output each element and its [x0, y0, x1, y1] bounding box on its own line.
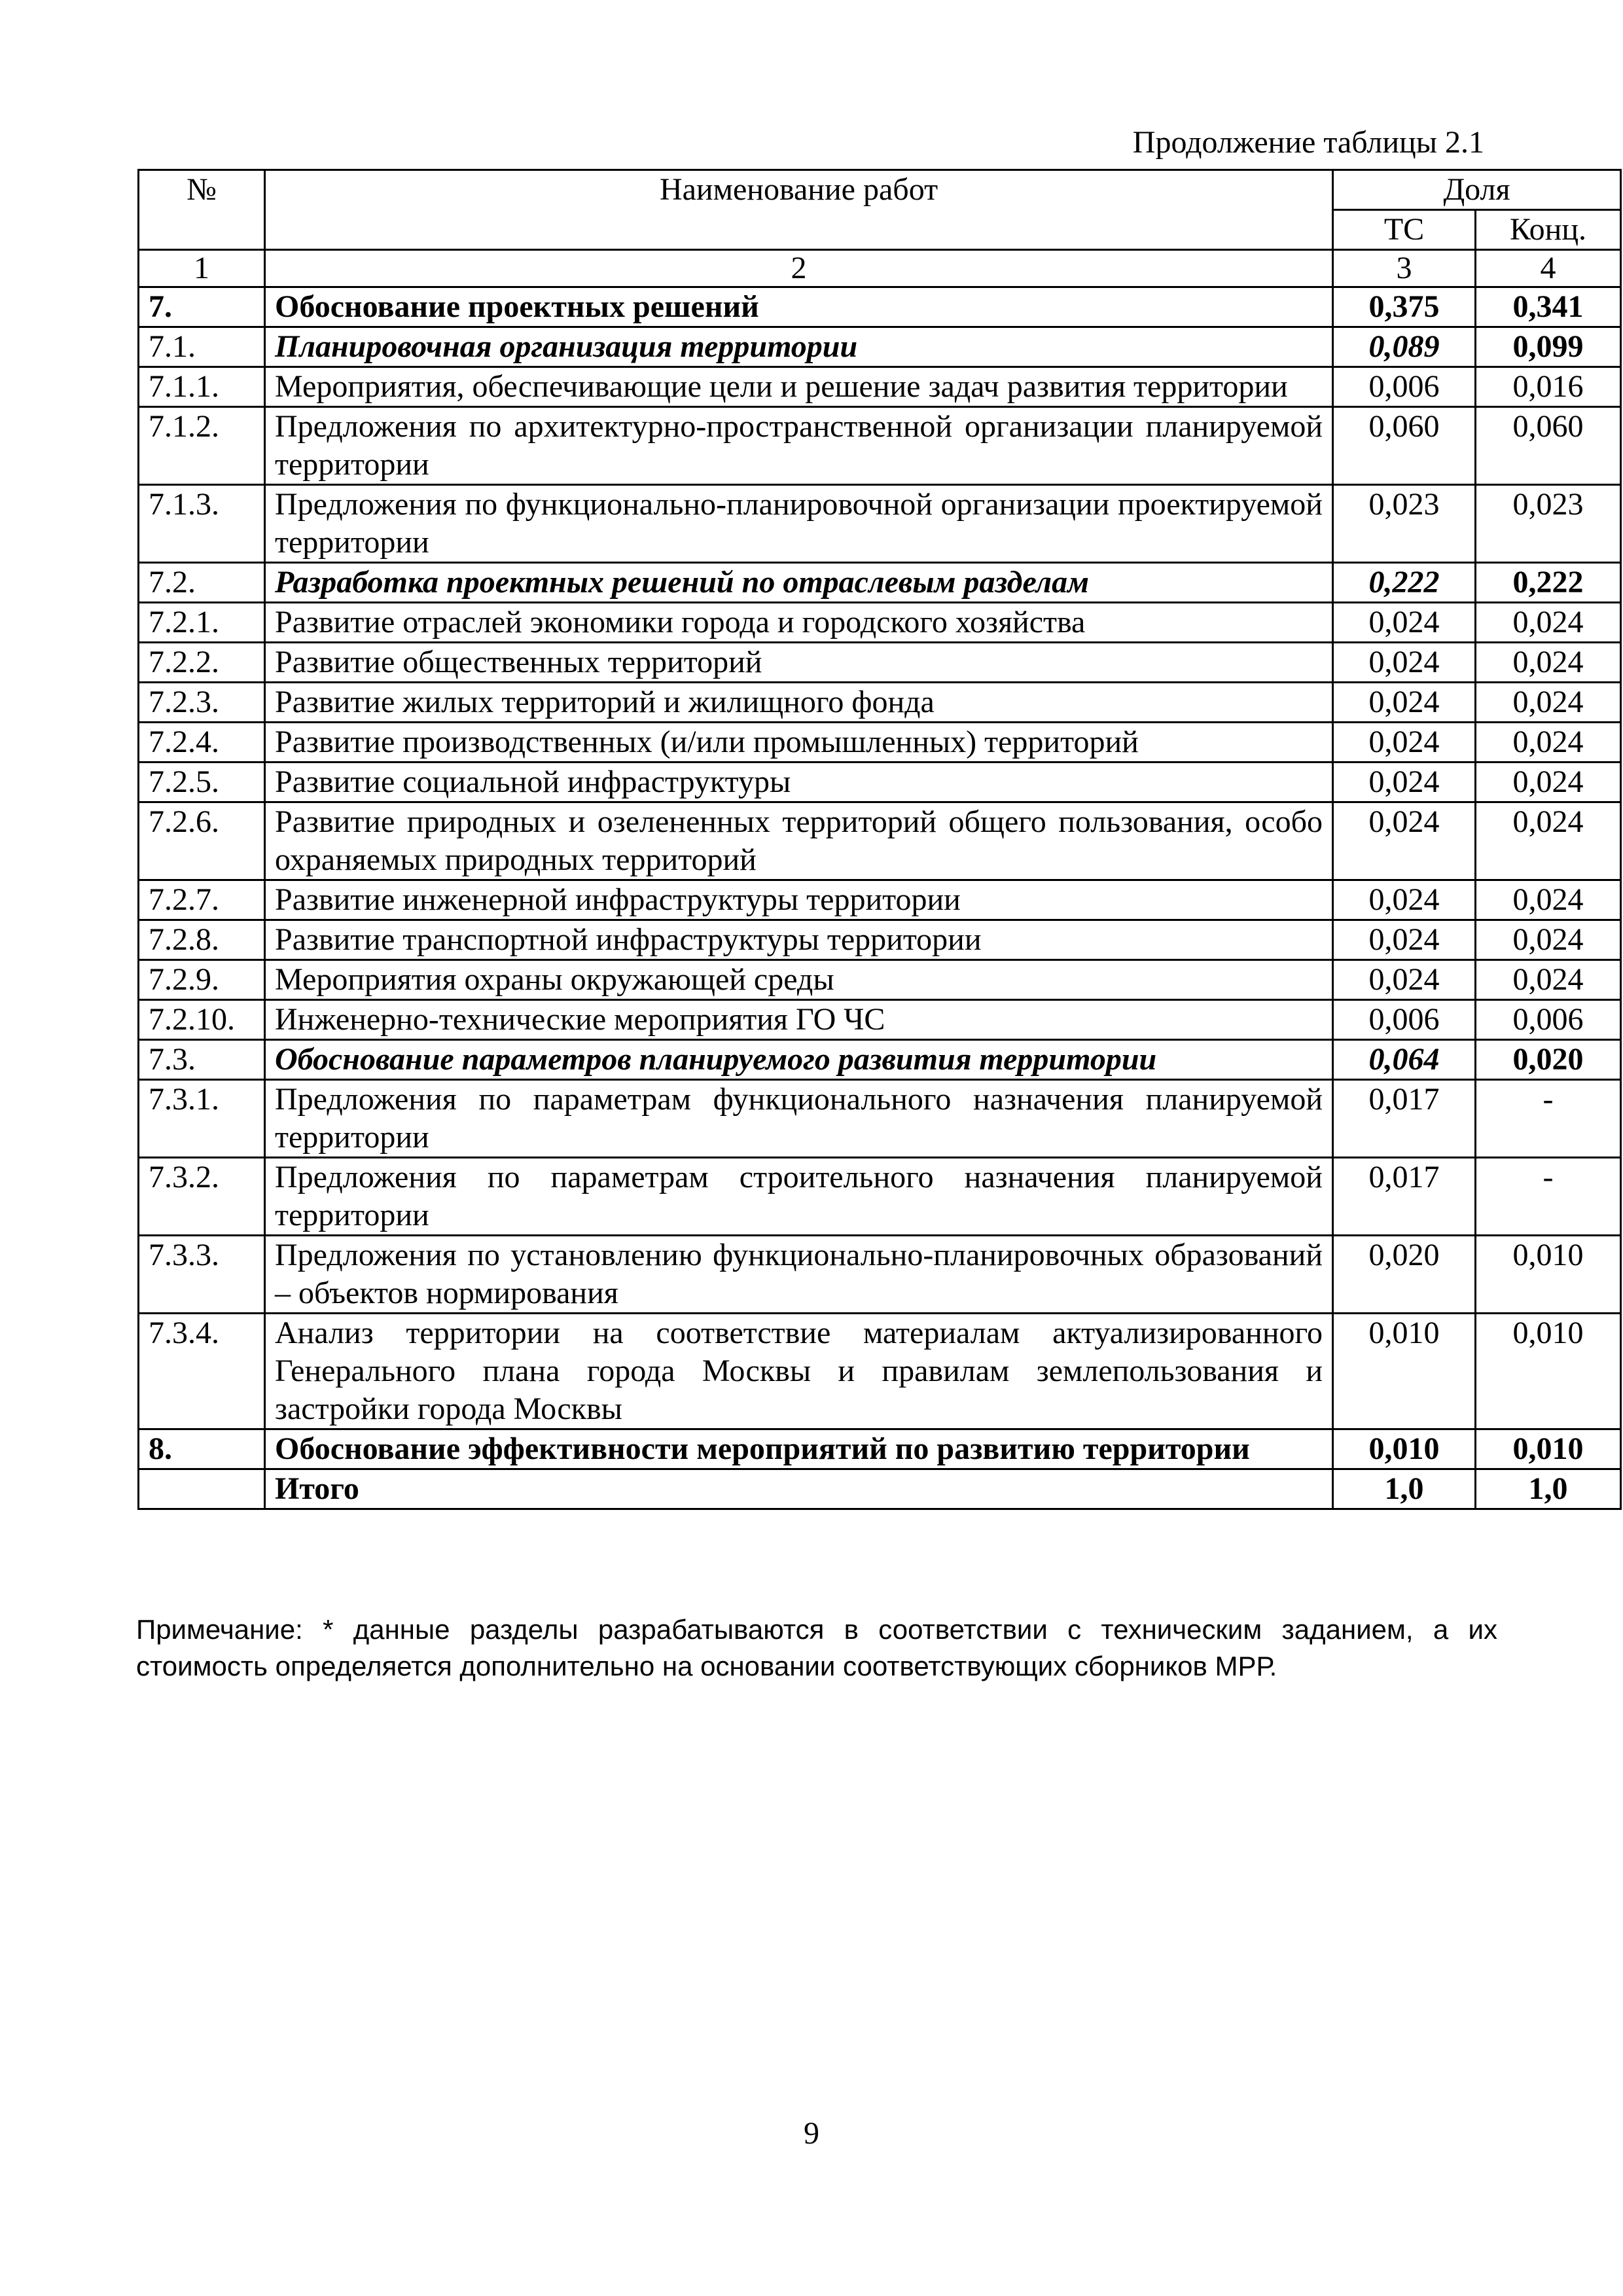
row-konc-cell: 0,222: [1476, 563, 1621, 603]
row-number-cell: [139, 1469, 265, 1509]
row-name-cell: Развитие природных и озелененных территорий общего пользования, особо охраняемых природных территорий: [265, 802, 1333, 880]
row-number-cell: 7.2.7.: [139, 880, 265, 920]
row-name-cell: Предложения по параметрам строительного назначения планируемой территории: [265, 1158, 1333, 1236]
row-ts-cell: 0,010: [1333, 1429, 1476, 1469]
row-number-cell: 7.2.: [139, 563, 265, 603]
row-ts-cell: 1,0: [1333, 1469, 1476, 1509]
column-number-2: 2: [265, 250, 1333, 287]
row-konc-cell: 0,010: [1476, 1236, 1621, 1314]
table-caption: Продолжение таблицы 2.1: [1132, 125, 1484, 160]
table-row: [139, 960, 1621, 1000]
row-ts-cell: 0,024: [1333, 762, 1476, 802]
row-number-cell: 7.2.6.: [139, 802, 265, 880]
row-number-cell: 7.1.: [139, 327, 265, 367]
table-row: [139, 880, 1621, 920]
row-name-cell: Итого: [265, 1469, 1333, 1509]
row-konc-cell: 0,341: [1476, 287, 1621, 327]
row-number-cell: 7.3.3.: [139, 1236, 265, 1314]
row-konc-cell: 0,024: [1476, 723, 1621, 762]
row-konc-cell: 1,0: [1476, 1469, 1621, 1509]
row-konc-cell: 0,010: [1476, 1314, 1621, 1429]
column-number-3: 3: [1333, 250, 1476, 287]
row-konc-cell: 0,016: [1476, 367, 1621, 407]
table-row: [139, 1040, 1621, 1080]
header-share: Доля: [1333, 170, 1621, 210]
table-row: [139, 1429, 1621, 1469]
row-number-cell: 7.2.3.: [139, 683, 265, 723]
table-row: [139, 643, 1621, 683]
row-name-cell: Развитие отраслей экономики города и городского хозяйства: [265, 603, 1333, 643]
row-ts-cell: 0,024: [1333, 683, 1476, 723]
row-ts-cell: 0,024: [1333, 603, 1476, 643]
header-row-1: [139, 170, 1621, 210]
row-ts-cell: 0,006: [1333, 367, 1476, 407]
row-name-cell: Мероприятия охраны окружающей среды: [265, 960, 1333, 1000]
row-konc-cell: -: [1476, 1158, 1621, 1236]
header-no: №: [139, 170, 265, 250]
row-ts-cell: 0,024: [1333, 802, 1476, 880]
column-number-4: 4: [1476, 250, 1621, 287]
row-ts-cell: 0,222: [1333, 563, 1476, 603]
row-number-cell: 7.1.2.: [139, 407, 265, 485]
row-number-cell: 7.2.8.: [139, 920, 265, 960]
table-row: [139, 802, 1621, 880]
row-konc-cell: 0,023: [1476, 485, 1621, 563]
table-row: [139, 1080, 1621, 1158]
row-number-cell: 7.3.1.: [139, 1080, 265, 1158]
row-number-cell: 7.3.2.: [139, 1158, 265, 1236]
table-row: [139, 683, 1621, 723]
row-number-cell: 7.2.2.: [139, 643, 265, 683]
table-row: [139, 723, 1621, 762]
row-name-cell: Обоснование эффективности мероприятий по развитию территории: [265, 1429, 1333, 1469]
row-ts-cell: 0,024: [1333, 723, 1476, 762]
row-ts-cell: 0,024: [1333, 880, 1476, 920]
row-konc-cell: -: [1476, 1080, 1621, 1158]
row-name-cell: Инженерно-технические мероприятия ГО ЧС: [265, 1000, 1333, 1040]
row-name-cell: Предложения по функционально-планировочной организации проектируемой территории: [265, 485, 1333, 563]
row-ts-cell: 0,024: [1333, 643, 1476, 683]
row-ts-cell: 0,017: [1333, 1158, 1476, 1236]
column-number-row: [139, 250, 1621, 287]
row-name-cell: Развитие производственных (и/или промышленных) территорий: [265, 723, 1333, 762]
row-name-cell: Обоснование параметров планируемого развития территории: [265, 1040, 1333, 1080]
row-konc-cell: 0,024: [1476, 802, 1621, 880]
row-ts-cell: 0,023: [1333, 485, 1476, 563]
header-ts: ТС: [1333, 210, 1476, 250]
table-row: [139, 485, 1621, 563]
row-name-cell: Разработка проектных решений по отраслевым разделам: [265, 563, 1333, 603]
table-row: [139, 1314, 1621, 1429]
row-ts-cell: 0,064: [1333, 1040, 1476, 1080]
table-row: [139, 367, 1621, 407]
row-name-cell: Предложения по параметрам функционального назначения планируемой территории: [265, 1080, 1333, 1158]
row-name-cell: Анализ территории на соответствие материалам актуализированного Генерального плана города Москвы и правилам землепользования и застройки города Москвы: [265, 1314, 1333, 1429]
row-konc-cell: 0,006: [1476, 1000, 1621, 1040]
row-name-cell: Планировочная организация территории: [265, 327, 1333, 367]
table-row: [139, 603, 1621, 643]
row-ts-cell: 0,020: [1333, 1236, 1476, 1314]
row-konc-cell: 0,024: [1476, 762, 1621, 802]
row-name-cell: Развитие общественных территорий: [265, 643, 1333, 683]
row-konc-cell: 0,024: [1476, 683, 1621, 723]
row-name-cell: Развитие социальной инфраструктуры: [265, 762, 1333, 802]
header-konc: Конц.: [1476, 210, 1621, 250]
table-row: [139, 563, 1621, 603]
table-row: [139, 1236, 1621, 1314]
page-number: 9: [804, 2116, 819, 2151]
table-row: [139, 920, 1621, 960]
row-number-cell: 7.3.4.: [139, 1314, 265, 1429]
row-ts-cell: 0,024: [1333, 920, 1476, 960]
row-ts-cell: 0,010: [1333, 1314, 1476, 1429]
row-name-cell: Обоснование проектных решений: [265, 287, 1333, 327]
row-name-cell: Предложения по архитектурно-пространственной организации планируемой территории: [265, 407, 1333, 485]
row-number-cell: 7.2.1.: [139, 603, 265, 643]
footnote: Примечание: * данные разделы разрабатываются в соответствии с техническим заданием, а их стоимость определяется дополнительно на основании соответствующих сборников МРР.: [136, 1614, 1497, 1681]
table-row: [139, 1158, 1621, 1236]
row-number-cell: 7.2.9.: [139, 960, 265, 1000]
row-name-cell: Мероприятия, обеспечивающие цели и решение задач развития территории: [265, 367, 1333, 407]
row-name-cell: Развитие транспортной инфраструктуры территории: [265, 920, 1333, 960]
row-konc-cell: 0,020: [1476, 1040, 1621, 1080]
row-ts-cell: 0,006: [1333, 1000, 1476, 1040]
row-number-cell: 7.2.5.: [139, 762, 265, 802]
row-konc-cell: 0,099: [1476, 327, 1621, 367]
row-name-cell: Развитие жилых территорий и жилищного фонда: [265, 683, 1333, 723]
row-ts-cell: 0,089: [1333, 327, 1476, 367]
row-konc-cell: 0,024: [1476, 920, 1621, 960]
row-konc-cell: 0,024: [1476, 960, 1621, 1000]
row-name-cell: Развитие инженерной инфраструктуры территории: [265, 880, 1333, 920]
row-konc-cell: 0,060: [1476, 407, 1621, 485]
row-number-cell: 7.2.10.: [139, 1000, 265, 1040]
header-name: Наименование работ: [265, 170, 1333, 250]
table-row: [139, 327, 1621, 367]
row-ts-cell: 0,024: [1333, 960, 1476, 1000]
table-row: [139, 1469, 1621, 1509]
column-number-1: 1: [139, 250, 265, 287]
row-number-cell: 7.1.3.: [139, 485, 265, 563]
row-number-cell: 7.1.1.: [139, 367, 265, 407]
row-number-cell: 7.: [139, 287, 265, 327]
row-ts-cell: 0,060: [1333, 407, 1476, 485]
table-row: [139, 762, 1621, 802]
row-ts-cell: 0,375: [1333, 287, 1476, 327]
row-name-cell: Предложения по установлению функционально-планировочных образований – объектов нормирования: [265, 1236, 1333, 1314]
table-row: [139, 1000, 1621, 1040]
row-konc-cell: 0,024: [1476, 603, 1621, 643]
works-share-table: [137, 169, 1622, 1510]
row-number-cell: 7.2.4.: [139, 723, 265, 762]
row-konc-cell: 0,024: [1476, 643, 1621, 683]
row-ts-cell: 0,017: [1333, 1080, 1476, 1158]
row-number-cell: 8.: [139, 1429, 265, 1469]
row-konc-cell: 0,010: [1476, 1429, 1621, 1469]
row-konc-cell: 0,024: [1476, 880, 1621, 920]
row-number-cell: 7.3.: [139, 1040, 265, 1080]
table-row: [139, 287, 1621, 327]
table-row: [139, 407, 1621, 485]
